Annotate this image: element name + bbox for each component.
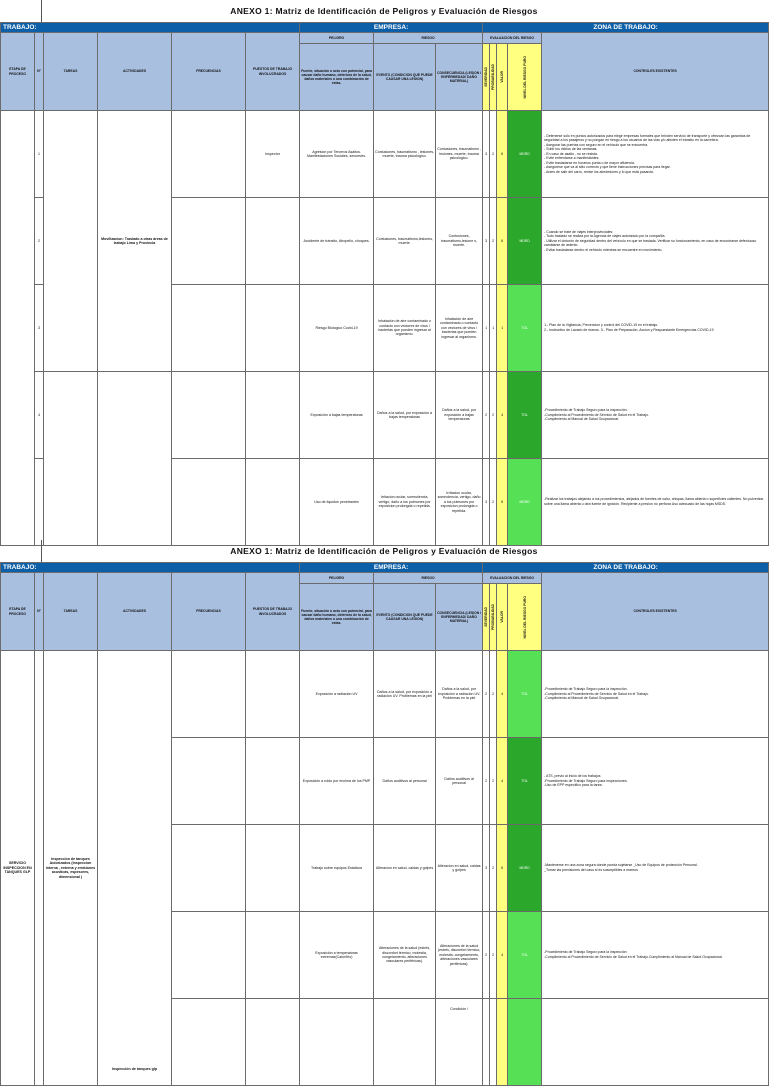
evento-cell: Alteraciones de la salud (estrés, disconfort térmico, molestia, congelamiento, alteraciones vasculares periféricas). [374, 912, 436, 999]
sub-riesgo: RIESGO [374, 573, 483, 584]
col-valor: VALOR [497, 584, 508, 651]
risk-matrix-table [0, 22, 769, 546]
valor-value: 6 [497, 198, 508, 285]
valor-value: 4 [497, 912, 508, 999]
frecuencia-cell [172, 459, 246, 546]
col-actividades: ACTIVIDADES [98, 573, 172, 651]
frecuencia-cell [172, 285, 246, 372]
evento-cell: Contusiones, traumatismo,lesiones, muerte. [374, 198, 436, 285]
peligro-cell: Exposición a radiación UV [300, 651, 374, 738]
etapa-cell [1, 111, 35, 546]
sub-riesgo: RIESGO [374, 33, 483, 44]
peligro-cell: Exposición a ruido por encima de los PMP [300, 738, 374, 825]
controles-cell: -Mantenerse en una zona segura donde pueda sujetarse _Uso de Equipos de protección Personal. _Tomar las previsiones del caso si es susceptibles a mareos [542, 825, 769, 912]
evento-cell [374, 999, 436, 1086]
col-frecuencias: FRECUENCIAS [172, 573, 246, 651]
severidad-value: 3 [483, 111, 490, 198]
matrix-page-2 [0, 540, 768, 1071]
frecuencia-cell [172, 111, 246, 198]
peligro-cell: Uso de liquidos penetrantes [300, 459, 374, 546]
nivel-badge: TOL [508, 738, 542, 825]
consecuencia-cell: Contusiones, traumatismo , lesiones, muerte, trauma psicológico. [436, 111, 483, 198]
severidad-value: 3 [483, 198, 490, 285]
trabajo-label: TRABAJO: [1, 563, 300, 573]
empresa-label: EMPRESA: [300, 563, 483, 573]
header-band [1, 563, 769, 573]
evento-cell: Daños auditivos al personal [374, 738, 436, 825]
col-peligro-desc: Fuente, situación o acto con potencial, para causar daño humano, deterioro de la salud, daños materiales o una combinación de estas. [300, 44, 374, 111]
peligro-cell: Riesgo Biologico Covid-19 [300, 285, 374, 372]
col-etapa: ETAPA DE PROCESO [1, 573, 35, 651]
col-evento: EVENTO (CONDICION QUE PUEDE CAUSAR UNA LESION) [374, 584, 436, 651]
row-number [35, 651, 44, 1086]
valor-value: 1 [497, 285, 508, 372]
probabilidad-value: 1 [490, 285, 497, 372]
row-number [35, 459, 44, 546]
row-number: 1 [35, 111, 44, 198]
actividad-cell [98, 372, 172, 546]
col-etapa: ETAPA DE PROCESO [1, 33, 35, 111]
frecuencia-cell [172, 999, 246, 1086]
col-evento: EVENTO (CONDICION QUE PUEDE CAUSAR UNA LESION) [374, 44, 436, 111]
frecuencia-cell [172, 372, 246, 459]
nivel-badge: TOL [508, 651, 542, 738]
consecuencia-cell: Daños auditivos al personal [436, 738, 483, 825]
valor-value: 4 [497, 651, 508, 738]
col-frecuencias: FRECUENCIAS [172, 33, 246, 111]
puesto-cell [246, 459, 300, 546]
consecuencia-cell: Condición / [436, 999, 483, 1086]
valor-value [497, 999, 508, 1086]
nivel-badge: TOL [508, 912, 542, 999]
probabilidad-value: 2 [490, 738, 497, 825]
consecuencia-cell: Inhalación de aire contaminado o contacto con vectores de virus / bacterias que pueden ingresar al organismo. [436, 285, 483, 372]
matrix-page-1 [0, 0, 768, 513]
col-actividades: ACTIVIDADES [98, 33, 172, 111]
col-consecuencia: CONSECUENCIA (LESION / ENFERMEDAD/ DAÑO MATERIAL) [436, 584, 483, 651]
header-band [1, 23, 769, 33]
probabilidad-value: 2 [490, 198, 497, 285]
col-tareas: TAREAS [44, 573, 98, 651]
peligro-cell: Exposición a temperaturas extremas(Calor/frio) [300, 912, 374, 999]
probabilidad-value [490, 999, 497, 1086]
col-controles: CONTROLES EXISTENTES [542, 33, 769, 111]
col-tareas: TAREAS [44, 33, 98, 111]
nivel-badge: MDRD [508, 825, 542, 912]
col-consecuencia: CONSECUENCIA (LESION / ENFERMEDAD/ DAÑO MATERIAL) [436, 44, 483, 111]
peligro-cell [300, 999, 374, 1086]
consecuencia-cell: Daños a la salud, por exposición a radiación UV. Problemas en la piel [436, 651, 483, 738]
puesto-cell: Inspector [246, 111, 300, 198]
controles-cell [542, 999, 769, 1086]
zona-label: ZONA DE TRABAJO: [483, 563, 769, 573]
risk-matrix-table [0, 562, 769, 1086]
valor-value: 6 [497, 825, 508, 912]
valor-value: 4 [497, 372, 508, 459]
valor-value: 4 [497, 738, 508, 825]
nivel-badge: TOL [508, 372, 542, 459]
consecuencia-cell: Contusiones, traumatismo,lesione s, muerte. [436, 198, 483, 285]
puesto-cell [246, 285, 300, 372]
severidad-value: 3 [483, 825, 490, 912]
controles-cell: - Cuando se trate de viajes interprovinciales: - Todo traslado se realiza por la Agencia de viajes autorizado por la compañía. - Utilizar el cinturón de seguridad dentro del vehículo en que se traslada. Verificar su funcionamiento, en caso de encontrarse defectuoso cambiarse de asiento. - Evitar trasladarse dentro el vehículo mientras se encuentre en movimiento. [542, 198, 769, 285]
row-number: 3 [35, 285, 44, 372]
frecuencia-cell [172, 738, 246, 825]
nivel-badge [508, 999, 542, 1086]
probabilidad-value: 2 [490, 651, 497, 738]
col-puestos: PUESTOS DE TRABAJO INVOLUCRADOS [246, 33, 300, 111]
severidad-value: 2 [483, 372, 490, 459]
severidad-value: 2 [483, 912, 490, 999]
col-valor: VALOR [497, 44, 508, 111]
document-title: ANEXO 1: Matriz de Identificación de Peligros y Evaluación de Riesgos [230, 546, 538, 556]
empresa-label: EMPRESA: [300, 23, 483, 33]
tarea-cell [44, 372, 98, 546]
consecuencia-cell: Irritacion ocular, somnolencia, vertigo, daño a los pulmones por exposicion prolongda o repetida. [436, 459, 483, 546]
table-row [1, 111, 769, 198]
frecuencia-cell [172, 912, 246, 999]
controles-cell: - ATS, previo al inicio de los trabajos -Procedimiento de Trabajo Seguro para inspecciones. -Uso de EPP específico para la tarea. [542, 738, 769, 825]
nivel-badge: MDRD [508, 111, 542, 198]
peligro-cell: Exposición a bajas temperaturas [300, 372, 374, 459]
zona-label: ZONA DE TRABAJO: [483, 23, 769, 33]
sub-peligro: PELIGRO [300, 573, 374, 584]
col-severidad: SEVERIDAD [483, 584, 490, 651]
actividad-cell: Inspección de tanques glp [98, 651, 172, 1086]
table-row [1, 372, 769, 459]
controles-cell: -Procedimiento de Trabajo Seguro para la inspección -Cumplimiento al Procedimiento de Servicio de Salud en el Trabajo.Cumplimiento al Manual de Salud Ocupacional. [542, 912, 769, 999]
probabilidad-value: 2 [490, 912, 497, 999]
frecuencia-cell [172, 825, 246, 912]
sub-evaluacion: EVALUACION DEL RIESGO [483, 33, 542, 44]
puesto-cell [246, 738, 300, 825]
controles-cell: - Detenerse sólo en puntos autorizados para elegir empresas formales que brinden servicio de transporte y ofrezcan las garantías de seguridad a los pasajeros y no pongan en riesgo a los usuarios de las vías y/o afecten el tránsito en la carretera. - Asegurar las puertas con seguro en el vehículo que se encuentra. - Subir los vidrios de las ventanas. - En caso de asalto , no se resista. - Evite enfrentarse a manifestantes. - Evite trasladarse en horarios punta o de mayor afluencia. - Asegúrese que va al sitio correcto y que tiene instrucciones precisas para llegar. - Antes de salir del carro, revise los alrededores y lo que está pasando. [542, 111, 769, 198]
puesto-cell [246, 372, 300, 459]
etapa-cell: SERVICIO INSPECCION EN TANQUES GLP [1, 651, 35, 1086]
puesto-cell [246, 651, 300, 738]
severidad-value [483, 999, 490, 1086]
row-number: 4 [35, 372, 44, 459]
controles-cell: 1.- Plan de la Vigilancia, Prevencion y control del COVID-19 en el trabajo. 2.- Instructivo de Lavado de manos. 3.- Plan de Preparación, Accion y Respuestante Emergencias COVID-19 [542, 285, 769, 372]
table-row [1, 651, 769, 738]
evento-cell: Irritacion ocular, somnolencia, vertigo, daño a los pulmones por exposicion prolongda o repetida. [374, 459, 436, 546]
puesto-cell [246, 198, 300, 285]
evento-cell: Contusiones, traumatismo , lesiones, muerte, trauma psicológico. [374, 111, 436, 198]
valor-value: 6 [497, 111, 508, 198]
consecuencia-cell: Daños a la salud, por exposición a bajas temperaturas [436, 372, 483, 459]
frecuencia-cell [172, 198, 246, 285]
nivel-badge: TOL [508, 285, 542, 372]
col-puestos: PUESTOS DE TRABAJO INVOLUCRADOS [246, 573, 300, 651]
nivel-badge: MDRD [508, 198, 542, 285]
col-probabilidad: PROBABILIDAD [490, 584, 497, 651]
peligro-cell: Trabajo sobre equipos Estaticos [300, 825, 374, 912]
puesto-cell [246, 825, 300, 912]
severidad-value: 3 [483, 459, 490, 546]
peligro-cell: Agresion por Terceros Asaltos. Manifestaciones Sociales, secuestro. [300, 111, 374, 198]
valor-value: 6 [497, 459, 508, 546]
puesto-cell [246, 999, 300, 1086]
frecuencia-cell [172, 651, 246, 738]
nivel-badge: MDRD [508, 459, 542, 546]
tarea-cell: Inspeccion de tanques Autorizados (Inspeccion interna , externa y emisiones acusticas, espesores, dimensional ) [44, 651, 98, 1086]
evento-cell: Daños a la salud, por exposición a bajas temperaturas [374, 372, 436, 459]
probabilidad-value: 2 [490, 459, 497, 546]
row-number: 2 [35, 198, 44, 285]
evento-cell: Daños a la salud, por exposición a radiación UV. Problemas en la piel [374, 651, 436, 738]
probabilidad-value: 2 [490, 372, 497, 459]
col-nivel: NIVEL DEL RIESGO PURO [508, 44, 542, 111]
evento-cell: Alteracion en salud, caidas y golpes [374, 825, 436, 912]
actividad-cell: Movilizacion: Traslado a otras áreas de trabajo Lima y Provincia [98, 111, 172, 372]
sub-peligro: PELIGRO [300, 33, 374, 44]
evento-cell: Inhalación de aire contaminado o contacto con vectores de virus / bacterias que pueden ingresar al organismo. [374, 285, 436, 372]
col-n: N° [35, 33, 44, 111]
probabilidad-value: 2 [490, 825, 497, 912]
severidad-value: 2 [483, 651, 490, 738]
probabilidad-value: 2 [490, 111, 497, 198]
severidad-value: 1 [483, 285, 490, 372]
col-peligro-desc: Fuente, situación o acto con potencial, para causar daño humano, deterioro de la salud, daños materiales o una combinación de estas. [300, 584, 374, 651]
controles-cell: -Procedimiento de Trabajo Seguro para la inspección. -Cumplimiento al Procedimiento de Servicio de Salud en el Trabajo. -Cumplimiento al Manual de Salud Ocupacional. [542, 372, 769, 459]
tarea-cell [44, 111, 98, 372]
trabajo-label: TRABAJO: [1, 23, 300, 33]
document-title: ANEXO 1: Matriz de Identificación de Peligros y Evaluación de Riesgos [230, 6, 538, 16]
col-severidad: SEVERIDAD [483, 44, 490, 111]
puesto-cell [246, 912, 300, 999]
controles-cell: -Realizar los trabajos alejando a los procedimientos, alejados de fuentes de calor, chispas, llama abierta o superficies calientes. No pulverizar sobre una llama abierta u otra fuente de ignición. Recipiente a presion no perforar.Uso adecuado de las hojas MSDS. [542, 459, 769, 546]
col-controles: CONTROLES EXISTENTES [542, 573, 769, 651]
sub-evaluacion: EVALUACION DEL RIESGO [483, 573, 542, 584]
controles-cell: -Procedimiento de Trabajo Seguro para la inspección. -Cumplimiento al Procedimiento de Servicio de Salud en el Trabajo. -Cumplimiento al Manual de Salud Ocupacional. [542, 651, 769, 738]
col-n: N° [35, 573, 44, 651]
consecuencia-cell: Alteracion en salud, caidas y golpes [436, 825, 483, 912]
severidad-value: 2 [483, 738, 490, 825]
peligro-cell: Accidente de tránsito, Atropello, choques. [300, 198, 374, 285]
col-nivel: NIVEL DEL RIESGO PURO [508, 584, 542, 651]
consecuencia-cell: Alteraciones de la salud (estrés, disconfort térmico, molestia, congelamiento, alteraciones vasculares periféricas). [436, 912, 483, 999]
col-probabilidad: PROBABILIDAD [490, 44, 497, 111]
